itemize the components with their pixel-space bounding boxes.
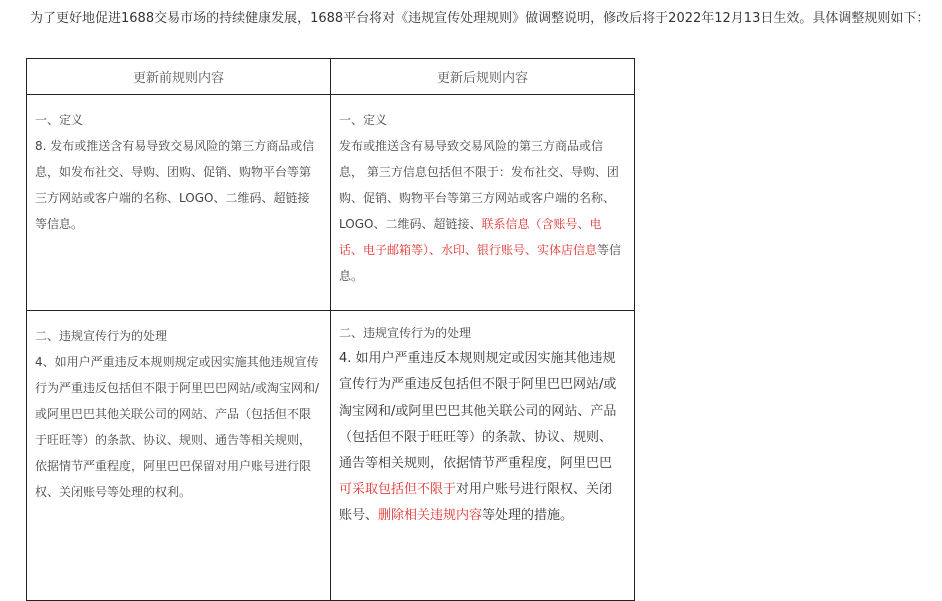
cell-new-handling: [331, 311, 635, 601]
cell-old-handling: [27, 311, 331, 601]
cell-old-definition: [27, 95, 331, 311]
cell-body: 4、如用户严重违反本规则规定或因实施其他违规宣传行为严重违反包括但不限于阿里巴巴网站/或淘宝网和/或阿里巴巴其他关联公司的网站、产品（包括但不限于旺旺等）的条款、协议、规则、通告等相关规则，依据情节严重程度，阿里巴巴保留对用户账号进行限权、关闭账号等处理的权利。: [35, 355, 320, 499]
highlight-added-text: 可采取包括但不限于: [339, 482, 457, 498]
cell-body-tail: 等信息。: [339, 243, 622, 283]
cell-heading: 一、定义: [35, 113, 84, 127]
table-row: [27, 311, 635, 601]
cell-new-definition: [331, 95, 635, 311]
highlight-added-text: 联系信息（含账号、电话、电子邮箱等）、水印、银行账号、实体店信息: [339, 217, 602, 257]
cell-heading: 二、违规宣传行为的处理: [35, 329, 168, 343]
cell-body: 8. 发布或推送含有易导致交易风险的第三方商品或信息，如发布社交、导购、团购、促销、购物平台等第三方网站或客户端的名称、LOGO、二维码、超链接等信息。: [35, 139, 315, 231]
cell-body: 4. 如用户严重违反本规则规定或因实施其他违规宣传行为严重违反包括但不限于阿里巴巴网站/或淘宝网和/或阿里巴巴其他关联公司的网站、产品（包括但不限于旺旺等）的条款、协议、规则、通告等相关规则，依据情节严重程度，阿里巴巴: [339, 351, 617, 472]
table-header-row: [27, 59, 635, 95]
cell-body-tail: 等处理的措施。: [482, 508, 574, 524]
header-before: 更新前规则内容: [27, 59, 331, 95]
highlight-added-text: 删除相关违规内容: [378, 508, 483, 524]
cell-body-mid: 对用户账号进行限权、关闭账号、: [339, 482, 613, 524]
cell-heading: 一、定义: [339, 113, 388, 127]
header-after: 更新后规则内容: [331, 59, 635, 95]
cell-body: 发布或推送含有易导致交易风险的第三方商品或信息， 第三方信息包括但不限于：发布社交、导购、团购、促销、购物平台等第三方网站或客户端的名称、LOGO、二维码、超链接、: [339, 139, 619, 231]
table-row: [27, 95, 635, 311]
intro-text: 为了更好地促进1688交易市场的持续健康发展，1688平台将对《违规宣传处理规则》做调整说明，修改后将于2022年12月13日生效。具体调整规则如下：: [30, 11, 930, 26]
rules-comparison-table: [26, 58, 635, 601]
cell-heading: 二、违规宣传行为的处理: [339, 326, 472, 340]
